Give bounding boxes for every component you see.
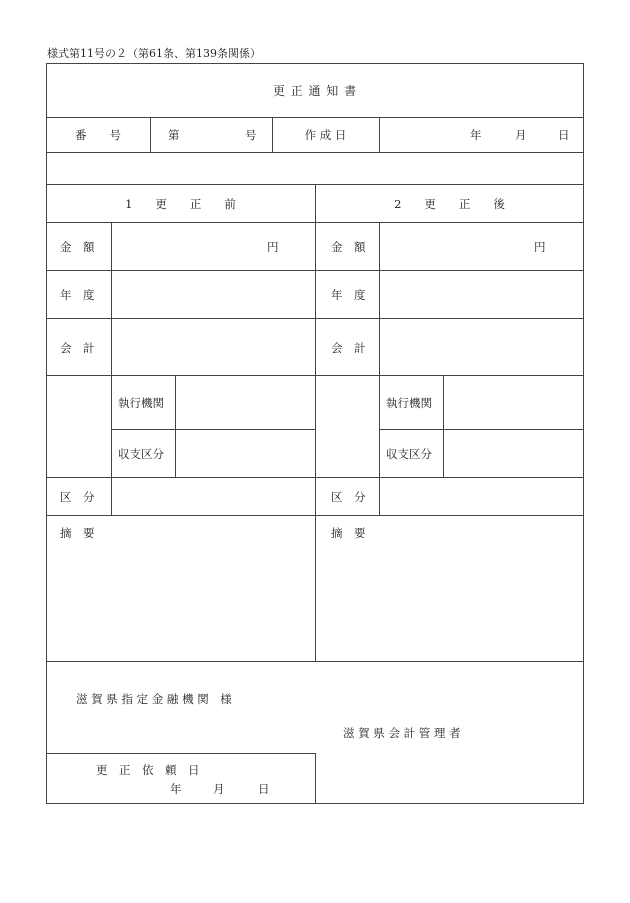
rule [379, 222, 380, 516]
after-yen: 円 [534, 240, 546, 254]
rule [379, 429, 584, 430]
before-yen: 円 [267, 240, 279, 254]
document-title: 更 正 通 知 書 [272, 84, 358, 98]
created-year: 年 [470, 128, 482, 142]
after-exec-label: 執行機関 [386, 396, 432, 410]
request-day: 日 [258, 782, 270, 796]
frame-left [46, 63, 47, 804]
after-budget-label: 収支区分 [386, 447, 432, 461]
rule [46, 152, 584, 153]
request-month: 月 [213, 782, 225, 796]
after-amount-label: 金 額 [331, 240, 366, 254]
rule [46, 753, 316, 754]
rule [111, 429, 315, 430]
after-heading: 2 更 正 後 [394, 197, 505, 211]
before-exec-label: 執行機関 [118, 396, 164, 410]
before-class-label: 区 分 [60, 490, 95, 504]
before-heading: 1 更 正 前 [125, 197, 236, 211]
request-date-label: 更 正 依 頼 日 [96, 763, 200, 777]
rule [443, 375, 444, 478]
after-year-label: 年 度 [331, 288, 366, 302]
rule [379, 117, 380, 153]
form-reference: 様式第11号の２（第61条、第139条関係） [47, 47, 261, 60]
after-class-label: 区 分 [331, 490, 366, 504]
rule [111, 222, 112, 516]
created-date-label: 作 成 日 [304, 128, 347, 142]
addressee: 滋 賀 県 指 定 金 融 機 関 様 [76, 692, 232, 706]
before-amount-label: 金 額 [60, 240, 95, 254]
frame-right [583, 63, 584, 804]
number-label: 番 号 [75, 128, 121, 142]
created-month: 月 [515, 128, 527, 142]
before-summary-label: 摘 要 [60, 526, 95, 540]
before-account-label: 会 計 [60, 341, 95, 355]
before-year-label: 年 度 [60, 288, 95, 302]
request-year: 年 [170, 782, 182, 796]
center-divider [315, 184, 316, 662]
rule [315, 753, 316, 804]
rule [46, 117, 584, 118]
frame-top [46, 63, 584, 64]
after-account-label: 会 計 [331, 341, 366, 355]
rule [150, 117, 151, 153]
number-go: 号 [245, 128, 257, 142]
after-summary-label: 摘 要 [331, 526, 366, 540]
issuer: 滋 賀 県 会 計 管 理 者 [343, 726, 461, 740]
before-budget-label: 収支区分 [118, 447, 164, 461]
number-dai: 第 [168, 128, 180, 142]
created-day: 日 [558, 128, 570, 142]
rule [175, 375, 176, 478]
